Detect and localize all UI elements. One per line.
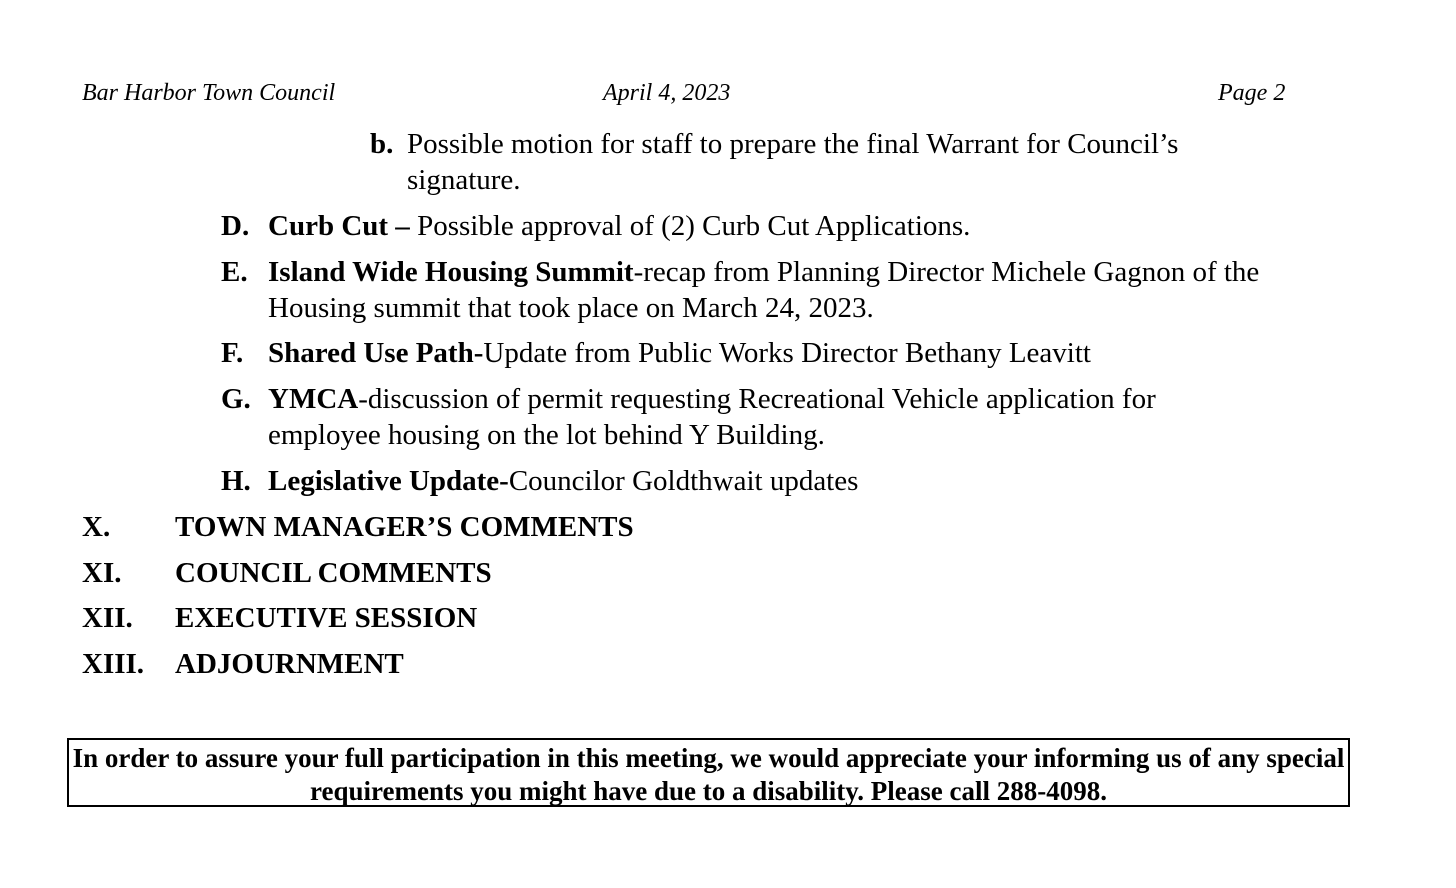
item-text [268, 335, 1348, 371]
section-numeral: XIII. [82, 648, 145, 680]
item-text [268, 463, 1348, 499]
item-text [268, 208, 1348, 244]
header-council-name: Bar Harbor Town Council [82, 80, 336, 106]
item-description: Possible approval of (2) Curb Cut Applications. [409, 210, 971, 242]
section-title: ADJOURNMENT [175, 648, 404, 680]
accessibility-notice-box: In order to assure your full participation in this meeting, we would appreciate your informing us of any special requirements you might have due to a disability. Please call 288-4098. [67, 738, 1350, 807]
item-description: -discussion of permit requesting Recreational Vehicle application for employee housing on the lot behind Y Building. [268, 383, 1156, 451]
agenda-item-g [221, 381, 1351, 453]
item-description: Councilor Goldthwait updates [508, 465, 859, 497]
section-numeral: XII. [82, 602, 133, 634]
agenda-subitem-b [370, 126, 1270, 200]
item-letter: F. [221, 337, 244, 369]
section-xiii [82, 646, 782, 682]
agenda-item-f [221, 335, 1351, 371]
agenda-item-h [221, 463, 1351, 499]
section-title: TOWN MANAGER’S COMMENTS [175, 511, 634, 543]
item-letter: E. [221, 256, 248, 288]
item-bold-title: Island Wide Housing Summit [268, 256, 634, 288]
section-numeral: XI. [82, 557, 122, 589]
header-page-number: Page 2 [1218, 80, 1286, 106]
item-letter: H. [221, 465, 251, 497]
subitem-text: Possible motion for staff to prepare the final Warrant for Council’s signature. [407, 128, 1179, 196]
item-description: Update from Public Works Director Bethany Leavitt [483, 337, 1091, 369]
item-description: -recap from Planning Director Michele Gagnon of the Housing summit that took place on March 24, 2023. [268, 256, 1260, 324]
item-bold-title: Curb Cut – [268, 210, 410, 242]
subitem-letter: b. [370, 128, 394, 160]
agenda-item-d [221, 208, 1351, 244]
section-xi [82, 555, 782, 591]
item-letter: D. [221, 210, 250, 242]
item-text [268, 254, 1348, 326]
section-title: COUNCIL COMMENTS [175, 557, 492, 589]
section-numeral: X. [82, 511, 111, 543]
section-title: EXECUTIVE SESSION [175, 602, 478, 634]
item-bold-title: Legislative Update- [268, 465, 509, 497]
header-date: April 4, 2023 [603, 80, 731, 106]
section-xii [82, 600, 782, 636]
item-bold-title: Shared Use Path- [268, 337, 484, 369]
section-x [82, 509, 782, 545]
item-letter: G. [221, 383, 251, 415]
item-text [268, 381, 1228, 453]
agenda-item-e [221, 254, 1351, 326]
item-bold-title: YMCA [268, 383, 359, 415]
